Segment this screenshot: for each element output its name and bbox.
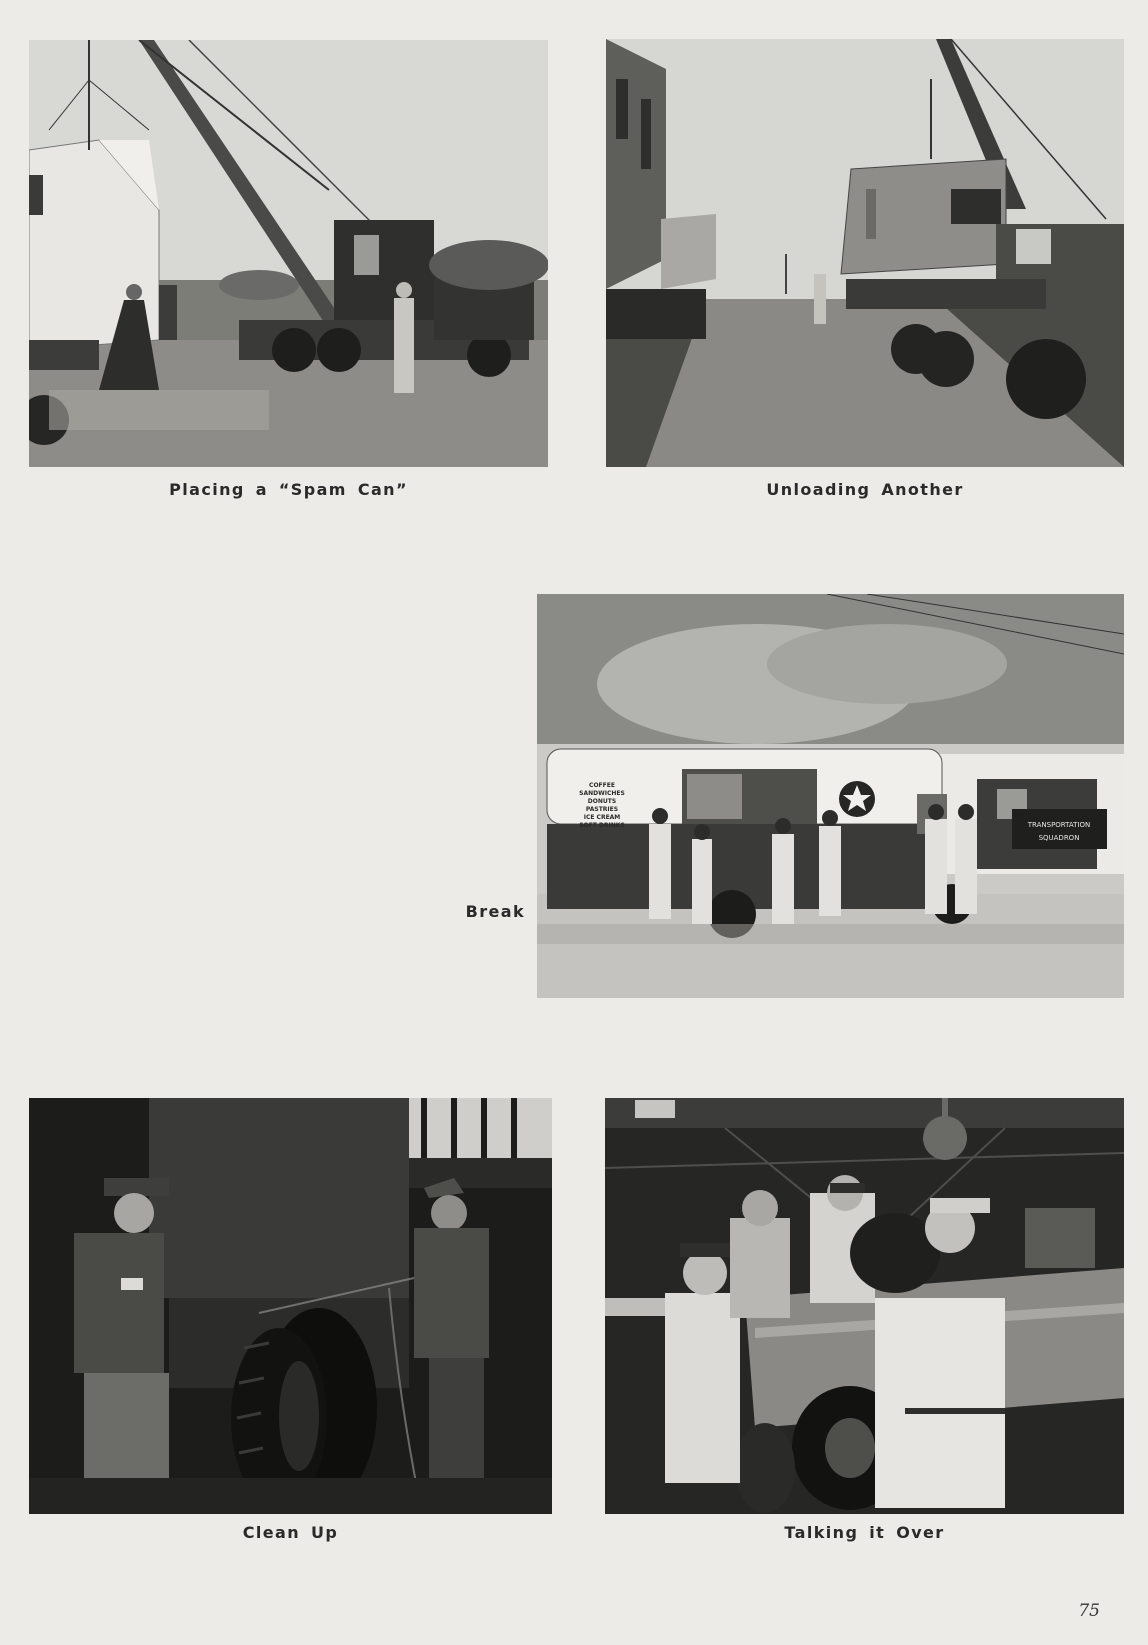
photo-placing-spam-can	[29, 40, 548, 467]
truck-sign-ice-cream: ICE CREAM	[583, 814, 621, 821]
building-sign-line-1: TRANSPORTATION	[1027, 821, 1091, 829]
caption-clean-up: Clean Up	[242, 1523, 339, 1542]
caption-break: Break	[465, 902, 525, 921]
crane-scene-image	[29, 40, 548, 467]
unloading-scene-image	[606, 39, 1124, 467]
photo-talking-it-over	[605, 1098, 1124, 1514]
page-number: 75	[1078, 1601, 1100, 1621]
snack-truck-scene-image	[537, 594, 1124, 998]
building-sign-line-2: SQUADRON	[1038, 834, 1080, 842]
clean-up-scene-image	[29, 1098, 552, 1514]
talking-it-over-scene-image	[605, 1098, 1124, 1514]
truck-sign-coffee: COFFEE	[589, 782, 615, 789]
truck-sign-sandwiches: SANDWICHES	[579, 790, 625, 797]
photo-unloading-another	[606, 39, 1124, 467]
photo-clean-up	[29, 1098, 552, 1514]
truck-sign-donuts: DONUTS	[587, 798, 617, 805]
photo-break	[537, 594, 1124, 998]
truck-sign-soft-drinks: SOFT DRINKS	[579, 822, 625, 829]
caption-unloading-another: Unloading Another	[766, 480, 964, 499]
caption-placing-spam-can: Placing a “Spam Can”	[169, 480, 408, 499]
truck-sign-pastries: PASTRIES	[585, 806, 619, 813]
truck-menu-sign	[579, 782, 625, 829]
caption-talking-it-over: Talking it Over	[784, 1523, 945, 1542]
